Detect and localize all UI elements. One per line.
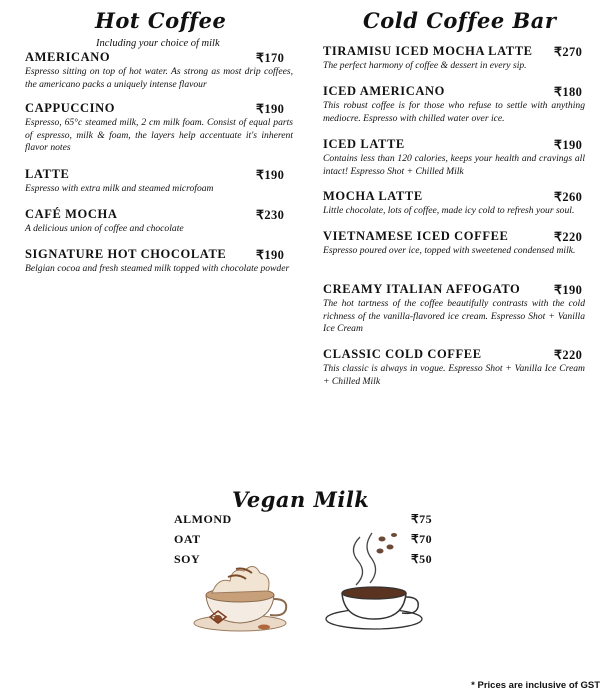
item-name: SIGNATURE HOT CHOCOLATE (25, 247, 227, 261)
item-price: ₹190 (554, 138, 583, 152)
item-price: ₹220 (554, 348, 583, 362)
vegan-item-price: ₹75 (411, 512, 433, 526)
item-price: ₹190 (256, 248, 285, 262)
item-name: CLASSIC COLD COFFEE (323, 347, 482, 361)
item-description: The hot tartness of the coffee beautifully contrasts with the cold richness of the vanilla-flavored ice cream. Espresso Shot + Vanilla Ice Cream (323, 298, 585, 334)
item-name: ICED AMERICANO (323, 84, 445, 98)
item-name: MOCHA LATTE (323, 189, 423, 203)
coffee-cup-sketch-illustration (320, 527, 432, 635)
item-description: Belgian cocoa and fresh steamed milk topped with chocolate powder (25, 263, 290, 274)
item-description: A delicious union of coffee and chocolate (25, 223, 184, 234)
item-price: ₹190 (256, 102, 285, 116)
cappuccino-cup-illustration (188, 555, 298, 635)
item-name: TIRAMISU ICED MOCHA LATTE (323, 44, 533, 58)
item-description: Espresso, 65°c steamed milk, 2 cm milk foam. Consist of equal parts of espresso, milk & foam, the layers help accentuate it's inherent flavor notes (25, 117, 293, 153)
vegan-item-price: ₹70 (411, 532, 433, 546)
vegan-item-name: ALMOND (174, 512, 232, 526)
vegan-item-name: OAT (174, 532, 201, 546)
item-description: Espresso sitting on top of hot water. As strong as most drip coffees, the americano packs a uniquely intense flavour (25, 66, 293, 90)
item-description: Little chocolate, lots of coffee, made icy cold to refresh your soul. (323, 205, 575, 216)
item-name: CAFÉ MOCHA (25, 207, 118, 221)
item-price: ₹270 (554, 45, 583, 59)
item-price: ₹170 (256, 51, 285, 65)
item-description: This robust coffee is for those who refuse to settle with anything mediocre. Espresso with chilled water over ice. (323, 100, 585, 124)
item-name: CAPPUCCINO (25, 101, 116, 115)
item-name: CREAMY ITALIAN AFFOGATO (323, 282, 521, 296)
item-price: ₹260 (554, 190, 583, 204)
cold-coffee-title: Cold Coffee Bar (363, 8, 557, 33)
vegan-item-name: SOY (174, 552, 201, 566)
vegan-milk-title: Vegan Milk (232, 487, 370, 512)
item-price: ₹230 (256, 208, 285, 222)
item-name: AMERICANO (25, 50, 111, 64)
item-price: ₹190 (554, 283, 583, 297)
gst-footnote: * Prices are inclusive of GST (471, 680, 600, 691)
vegan-item-price: ₹50 (411, 552, 433, 566)
item-name: VIETNAMESE ICED COFFEE (323, 229, 509, 243)
item-price: ₹190 (256, 168, 285, 182)
item-description: Contains less than 120 calories, keeps your health and cravings all intact! Espresso Shot + Chilled Milk (323, 153, 585, 177)
hot-coffee-title: Hot Coffee (95, 8, 227, 33)
hot-coffee-subtitle: Including your choice of milk (96, 38, 220, 49)
item-name: LATTE (25, 167, 70, 181)
item-name: ICED LATTE (323, 137, 405, 151)
item-price: ₹220 (554, 230, 583, 244)
item-description: Espresso poured over ice, topped with sweetened condensed milk. (323, 245, 576, 256)
item-description: Espresso with extra milk and steamed microfoam (25, 183, 214, 194)
item-price: ₹180 (554, 85, 583, 99)
item-description: This classic is always in vogue. Espresso Shot + Vanilla Ice Cream + Chilled Milk (323, 363, 585, 387)
item-description: The perfect harmony of coffee & dessert in every sip. (323, 60, 527, 71)
